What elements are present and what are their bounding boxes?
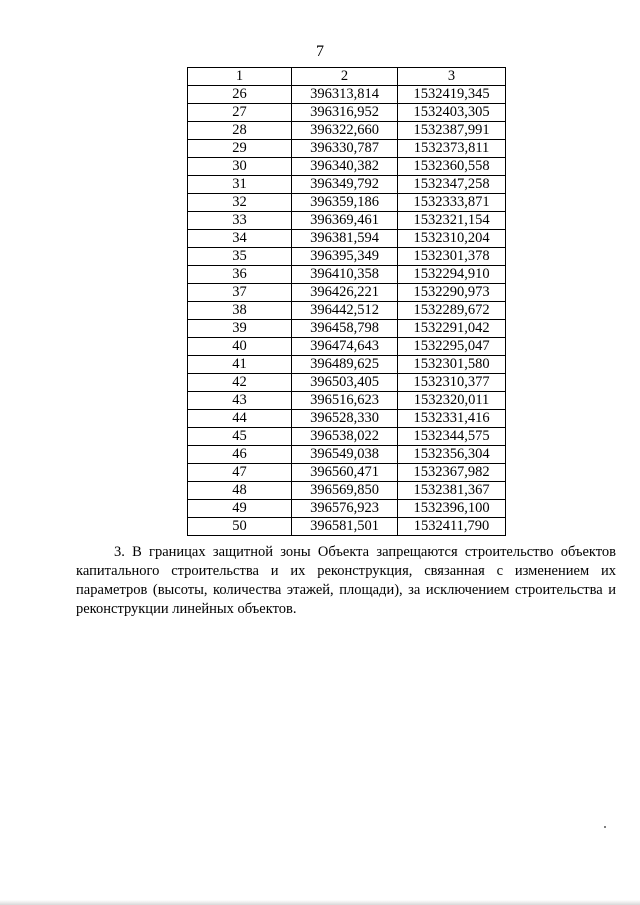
cell-point-number: 31 [188,176,292,194]
scan-speck [604,826,606,828]
cell-point-number: 34 [188,230,292,248]
table-row [188,230,506,248]
cell-x-coordinate: 396369,461 [292,212,398,230]
cell-y-coordinate: 1532321,154 [398,212,506,230]
cell-x-coordinate: 396349,792 [292,176,398,194]
table-row [188,122,506,140]
table-row [188,356,506,374]
table-row [188,320,506,338]
cell-x-coordinate: 396560,471 [292,464,398,482]
cell-point-number: 37 [188,284,292,302]
cell-x-coordinate: 396581,501 [292,518,398,536]
cell-y-coordinate: 1532294,910 [398,266,506,284]
cell-x-coordinate: 396528,330 [292,410,398,428]
cell-y-coordinate: 1532403,305 [398,104,506,122]
column-header-y-coordinate: 3 [398,68,506,86]
cell-point-number: 29 [188,140,292,158]
cell-x-coordinate: 396538,022 [292,428,398,446]
cell-point-number: 50 [188,518,292,536]
table-row [188,410,506,428]
cell-point-number: 42 [188,374,292,392]
cell-point-number: 28 [188,122,292,140]
cell-y-coordinate: 1532291,042 [398,320,506,338]
table-row [188,284,506,302]
cell-point-number: 45 [188,428,292,446]
cell-y-coordinate: 1532301,580 [398,356,506,374]
cell-y-coordinate: 1532295,047 [398,338,506,356]
cell-point-number: 33 [188,212,292,230]
cell-x-coordinate: 396549,038 [292,446,398,464]
cell-y-coordinate: 1532356,304 [398,446,506,464]
cell-y-coordinate: 1532360,558 [398,158,506,176]
cell-point-number: 39 [188,320,292,338]
cell-x-coordinate: 396316,952 [292,104,398,122]
column-header-point-number: 1 [188,68,292,86]
cell-point-number: 40 [188,338,292,356]
cell-y-coordinate: 1532396,100 [398,500,506,518]
table-row [188,392,506,410]
table-body [188,86,506,536]
table-row [188,194,506,212]
cell-y-coordinate: 1532381,367 [398,482,506,500]
table-row [188,140,506,158]
cell-point-number: 27 [188,104,292,122]
table-row [188,464,506,482]
cell-point-number: 36 [188,266,292,284]
cell-x-coordinate: 396359,186 [292,194,398,212]
cell-y-coordinate: 1532290,973 [398,284,506,302]
table-row [188,302,506,320]
table-row [188,338,506,356]
table-row [188,176,506,194]
cell-y-coordinate: 1532373,811 [398,140,506,158]
cell-y-coordinate: 1532310,204 [398,230,506,248]
cell-point-number: 49 [188,500,292,518]
table-header-row [188,68,506,86]
cell-x-coordinate: 396442,512 [292,302,398,320]
cell-x-coordinate: 396322,660 [292,122,398,140]
cell-x-coordinate: 396410,358 [292,266,398,284]
page-number: 7 [316,43,324,60]
cell-y-coordinate: 1532331,416 [398,410,506,428]
table-row [188,104,506,122]
cell-y-coordinate: 1532344,575 [398,428,506,446]
table-row [188,248,506,266]
cell-point-number: 41 [188,356,292,374]
cell-point-number: 38 [188,302,292,320]
table-row [188,158,506,176]
table-row [188,482,506,500]
column-header-x-coordinate: 2 [292,68,398,86]
table-row [188,428,506,446]
cell-x-coordinate: 396426,221 [292,284,398,302]
cell-point-number: 35 [188,248,292,266]
table-row [188,266,506,284]
cell-y-coordinate: 1532289,672 [398,302,506,320]
coordinates-table [187,67,506,536]
cell-x-coordinate: 396503,405 [292,374,398,392]
cell-x-coordinate: 396576,923 [292,500,398,518]
cell-point-number: 48 [188,482,292,500]
cell-x-coordinate: 396516,623 [292,392,398,410]
cell-y-coordinate: 1532411,790 [398,518,506,536]
cell-x-coordinate: 396340,382 [292,158,398,176]
cell-x-coordinate: 396458,798 [292,320,398,338]
cell-x-coordinate: 396489,625 [292,356,398,374]
scan-edge-shadow [0,900,640,905]
table-row [188,518,506,536]
cell-x-coordinate: 396395,349 [292,248,398,266]
cell-point-number: 32 [188,194,292,212]
cell-x-coordinate: 396330,787 [292,140,398,158]
cell-point-number: 30 [188,158,292,176]
cell-x-coordinate: 396474,643 [292,338,398,356]
cell-y-coordinate: 1532301,378 [398,248,506,266]
cell-x-coordinate: 396313,814 [292,86,398,104]
table-row [188,86,506,104]
cell-y-coordinate: 1532333,871 [398,194,506,212]
cell-x-coordinate: 396569,850 [292,482,398,500]
cell-point-number: 46 [188,446,292,464]
cell-y-coordinate: 1532320,011 [398,392,506,410]
cell-y-coordinate: 1532310,377 [398,374,506,392]
restriction-paragraph: 3. В границах защитной зоны Объекта запрещаются строительство объектов капитального строительства и их реконструкция, связанная с изменением их параметров (высоты, количества этажей, площади), за исключением строительства и реконструкции линейных объектов. [76,544,616,617]
cell-y-coordinate: 1532367,982 [398,464,506,482]
table-row [188,212,506,230]
cell-point-number: 26 [188,86,292,104]
cell-y-coordinate: 1532347,258 [398,176,506,194]
table-row [188,500,506,518]
cell-point-number: 44 [188,410,292,428]
table-row [188,446,506,464]
cell-y-coordinate: 1532419,345 [398,86,506,104]
cell-y-coordinate: 1532387,991 [398,122,506,140]
cell-x-coordinate: 396381,594 [292,230,398,248]
table-row [188,374,506,392]
cell-point-number: 43 [188,392,292,410]
cell-point-number: 47 [188,464,292,482]
